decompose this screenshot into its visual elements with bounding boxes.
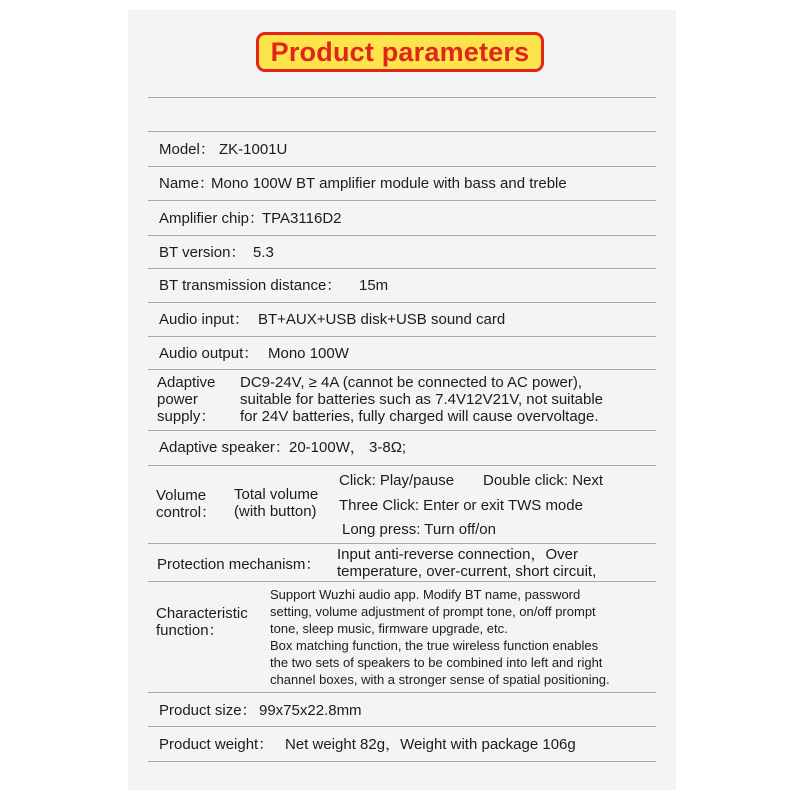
- spec-label: Audio output：: [159, 345, 259, 362]
- spec-label: Protection mechanism：: [157, 556, 321, 573]
- spec-label: Adaptive power supply：: [157, 374, 216, 425]
- spec-value: Support Wuzhi audio app. Modify BT name, password setting, volume adjustment of prompt tone, on/off prompt tone, sleep music, firmware upgrade, etc. Box matching function, the true wireless function enables the two sets of speakers to be combined into left and right channel boxes, with a stronger sense of spatial positioning.: [270, 587, 610, 687]
- volume-click-action: Click: Play/pause: [339, 472, 455, 489]
- divider: [148, 97, 656, 98]
- spec-value: 15m: [359, 277, 389, 294]
- spec-value: Input anti-reverse connection，Over temperature, over-current, short circuit,: [337, 546, 597, 580]
- spec-value: ZK-1001U: [219, 141, 288, 158]
- volume-long-press-action: Long press: Turn off/on: [342, 521, 496, 538]
- spec-value: 99x75x22.8mm: [259, 702, 362, 719]
- spec-sub-label: Total volume (with button): [234, 486, 319, 520]
- spec-value: BT+AUX+USB disk+USB sound card: [258, 311, 506, 328]
- divider: [148, 268, 656, 269]
- divider: [148, 726, 656, 727]
- spec-label: Volume control：: [156, 487, 217, 521]
- spec-label: Audio input：: [159, 311, 250, 328]
- title-banner: [256, 32, 544, 72]
- volume-double-click-action: Double click: Next: [483, 472, 604, 489]
- divider: [148, 761, 656, 762]
- spec-label: Name：: [159, 175, 215, 192]
- spec-label: Product weight：: [159, 736, 274, 753]
- divider: [148, 543, 656, 544]
- page-title: Product parameters: [270, 36, 530, 67]
- spec-label: Model：: [159, 141, 215, 158]
- spec-label: BT transmission distance：: [159, 277, 342, 294]
- divider: [148, 166, 656, 167]
- volume-three-click-action: Three Click: Enter or exit TWS mode: [339, 497, 583, 514]
- spec-label: Adaptive speaker：: [159, 439, 290, 456]
- spec-value: DC9-24V, ≥ 4A (cannot be connected to AC power), suitable for batteries such as 7.4V12V21V, not suitable for 24V batteries, fully charged will cause overvoltage.: [240, 374, 604, 425]
- divider: [148, 235, 656, 236]
- spec-value: TPA3116D2: [262, 210, 342, 227]
- spec-value: Mono 100W BT amplifier module with bass and treble: [211, 175, 567, 192]
- divider: [148, 465, 656, 466]
- spec-label: Amplifier chip：: [159, 210, 265, 227]
- divider: [148, 131, 656, 132]
- spec-value: 5.3: [253, 244, 274, 261]
- divider: [148, 581, 656, 582]
- spec-value: 20-100W， 3-8Ω;: [289, 439, 407, 456]
- divider: [148, 369, 656, 370]
- divider: [148, 430, 656, 431]
- spec-value: Net weight 82g，Weight with package 106g: [285, 736, 576, 753]
- divider: [148, 302, 656, 303]
- divider: [148, 692, 656, 693]
- spec-value: Mono 100W: [268, 345, 349, 362]
- spec-label: Characteristic function：: [156, 605, 248, 639]
- spec-label: BT version：: [159, 244, 246, 261]
- divider: [148, 200, 656, 201]
- divider: [148, 336, 656, 337]
- spec-label: Product size：: [159, 702, 257, 719]
